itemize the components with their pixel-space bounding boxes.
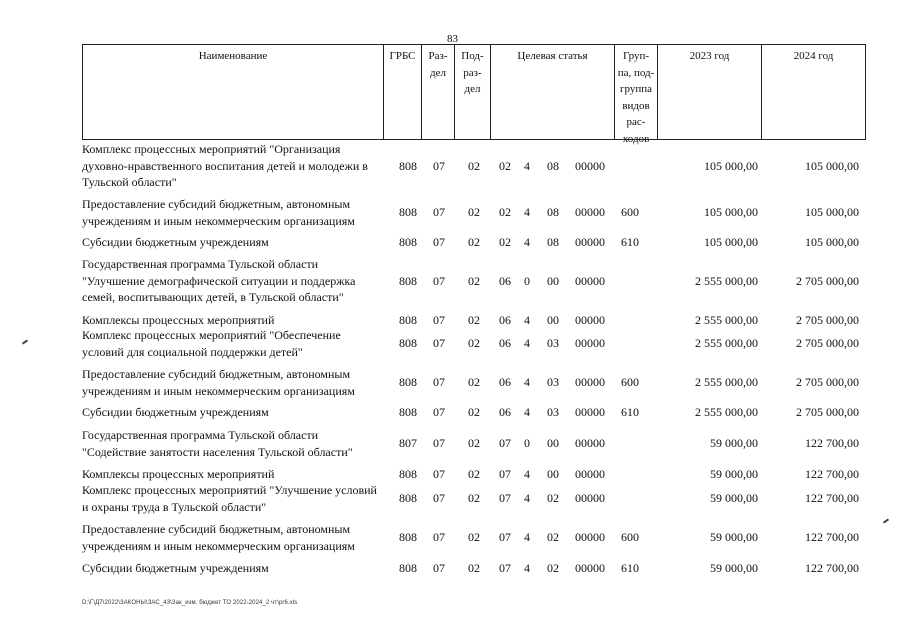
header-group-line: рас- (626, 116, 646, 128)
cell-cs2: 4 (524, 467, 530, 481)
cell-grbs: 808 (399, 375, 417, 390)
row-name: Субсидии бюджетным учреждениям (82, 405, 269, 419)
cell-cs1: 02 (499, 158, 511, 173)
cell-y2023: 59 000,00 (710, 436, 758, 451)
cell-grbs: 808 (399, 405, 417, 419)
cell-podrazdel: 02 (468, 205, 480, 220)
cell-y2023: 105 000,00 (704, 158, 758, 173)
cell-razdel: 07 (433, 405, 445, 419)
cell-cs3: 03 (547, 336, 559, 351)
header-group-line: па, под- (617, 66, 655, 79)
cell-podrazdel: 02 (468, 273, 480, 288)
cell-razdel: 07 (433, 561, 445, 575)
cell-y2024: 105 000,00 (805, 205, 859, 220)
cell-cs2: 4 (524, 235, 530, 249)
cell-cs1: 06 (499, 405, 511, 419)
cell-y2023: 59 000,00 (710, 530, 758, 545)
cell-y2024: 122 700,00 (805, 467, 859, 481)
cell-razdel: 07 (433, 235, 445, 249)
cell-y2023: 59 000,00 (710, 491, 758, 506)
header-podrazdel-line: раз- (463, 66, 482, 79)
cell-vr: 610 (621, 561, 639, 575)
cell-y2023: 59 000,00 (710, 467, 758, 481)
cell-podrazdel: 02 (468, 158, 480, 173)
header-2023-label: 2023 год (689, 50, 730, 62)
cell-y2023: 2 555 000,00 (695, 336, 758, 351)
cell-grbs: 808 (399, 313, 417, 327)
cell-y2023: 2 555 000,00 (695, 273, 758, 288)
cell-cs1: 02 (499, 235, 511, 249)
header-target (491, 45, 615, 139)
cell-razdel: 07 (433, 375, 445, 390)
cell-vr: 610 (621, 235, 639, 249)
cell-podrazdel: 02 (468, 336, 480, 351)
cell-cs4: 00000 (575, 313, 605, 327)
cell-cs2: 4 (524, 561, 530, 575)
cell-cs4: 00000 (575, 336, 605, 351)
cell-cs2: 4 (524, 336, 530, 351)
cell-cs1: 07 (499, 491, 511, 506)
cell-cs2: 4 (524, 205, 530, 220)
scan-mark (22, 339, 28, 344)
cell-y2023: 105 000,00 (704, 205, 758, 220)
cell-cs3: 08 (547, 205, 559, 220)
cell-vr: 600 (621, 205, 639, 220)
cell-razdel: 07 (433, 273, 445, 288)
cell-razdel: 07 (433, 530, 445, 545)
row-name: Комплекс процессных мероприятий "Обеспечение условий для социальной поддержки детей" (82, 328, 341, 359)
cell-razdel: 07 (433, 467, 445, 481)
cell-cs2: 4 (524, 530, 530, 545)
cell-razdel: 07 (433, 313, 445, 327)
cell-podrazdel: 02 (468, 313, 480, 327)
cell-cs3: 03 (547, 405, 559, 419)
cell-vr: 600 (621, 375, 639, 390)
cell-grbs: 808 (399, 158, 417, 173)
cell-cs1: 06 (499, 375, 511, 390)
cell-y2024: 2 705 000,00 (796, 405, 859, 419)
cell-cs4: 00000 (575, 561, 605, 575)
cell-cs1: 06 (499, 336, 511, 351)
header-2023 (658, 45, 762, 139)
cell-cs3: 02 (547, 530, 559, 545)
cell-cs2: 4 (524, 313, 530, 327)
cell-cs4: 00000 (575, 467, 605, 481)
cell-vr: 610 (621, 405, 639, 419)
cell-cs1: 06 (499, 313, 511, 327)
cell-cs4: 00000 (575, 436, 605, 451)
cell-y2023: 105 000,00 (704, 235, 758, 249)
cell-cs1: 06 (499, 273, 511, 288)
cell-grbs: 807 (399, 436, 417, 451)
header-group-line: группа (619, 83, 653, 95)
header-group-line: ходов (622, 132, 650, 145)
cell-cs1: 07 (499, 561, 511, 575)
cell-grbs: 808 (399, 336, 417, 351)
cell-podrazdel: 02 (468, 561, 480, 575)
cell-y2024: 2 705 000,00 (796, 313, 859, 327)
cell-cs4: 00000 (575, 158, 605, 173)
header-razdel (422, 45, 455, 139)
header-grbs (384, 45, 422, 139)
cell-y2023: 2 555 000,00 (695, 313, 758, 327)
header-group (615, 45, 658, 145)
header-target-label: Целевая статья (517, 50, 588, 62)
file-path-footer: D:\Г\Д7\2022\ЗАКОНЫ\ЗАС_43\Зак_изм. бюджет ТО 2022-2024_2 чт\pr6.xls (82, 600, 298, 606)
cell-cs1: 07 (499, 467, 511, 481)
cell-y2023: 2 555 000,00 (695, 405, 758, 419)
cell-cs3: 03 (547, 375, 559, 390)
cell-y2024: 2 705 000,00 (796, 375, 859, 390)
row-name: Государственная программа Тульской области "Содействие занятости населения Тульской области" (82, 428, 353, 459)
cell-razdel: 07 (433, 436, 445, 451)
cell-cs1: 07 (499, 530, 511, 545)
header-podrazdel-line: дел (464, 83, 481, 95)
cell-podrazdel: 02 (468, 467, 480, 481)
cell-cs4: 00000 (575, 235, 605, 249)
header-grbs-label: ГРБС (389, 50, 416, 62)
cell-cs3: 02 (547, 561, 559, 575)
cell-cs2: 4 (524, 491, 530, 506)
cell-y2023: 2 555 000,00 (695, 375, 758, 390)
cell-vr: 600 (621, 530, 639, 545)
row-name: Субсидии бюджетным учреждениям (82, 561, 269, 575)
cell-podrazdel: 02 (468, 530, 480, 545)
scan-mark (883, 518, 889, 523)
cell-y2024: 2 705 000,00 (796, 336, 859, 351)
cell-cs4: 00000 (575, 205, 605, 220)
cell-grbs: 808 (399, 491, 417, 506)
cell-grbs: 808 (399, 205, 417, 220)
cell-cs3: 00 (547, 273, 559, 288)
cell-cs2: 4 (524, 375, 530, 390)
cell-podrazdel: 02 (468, 235, 480, 249)
header-2024 (762, 45, 865, 139)
row-name: Предоставление субсидий бюджетным, автономным учреждениям и иным некоммерческим организациям (82, 522, 355, 553)
cell-podrazdel: 02 (468, 405, 480, 419)
cell-cs2: 0 (524, 273, 530, 288)
header-razdel-line: дел (430, 66, 446, 79)
header-group-line: Груп- (622, 50, 650, 62)
cell-y2023: 59 000,00 (710, 561, 758, 575)
cell-cs3: 00 (547, 313, 559, 327)
cell-cs4: 00000 (575, 405, 605, 419)
cell-cs2: 4 (524, 405, 530, 419)
row-name: Комплекс процессных мероприятий "Улучшение условий и охраны труда в Тульской области" (82, 483, 377, 514)
cell-grbs: 808 (399, 273, 417, 288)
cell-cs1: 07 (499, 436, 511, 451)
cell-cs1: 02 (499, 205, 511, 220)
cell-y2024: 122 700,00 (805, 491, 859, 506)
header-podrazdel (455, 45, 491, 139)
header-podrazdel-line: Под- (461, 50, 484, 62)
page-number: 83 (447, 33, 458, 45)
cell-cs4: 00000 (575, 273, 605, 288)
cell-podrazdel: 02 (468, 491, 480, 506)
cell-cs3: 08 (547, 158, 559, 173)
header-group-line: видов (622, 99, 650, 112)
cell-y2024: 105 000,00 (805, 235, 859, 249)
cell-y2024: 122 700,00 (805, 530, 859, 545)
row-name: Комплекс процессных мероприятий "Организация духовно-нравственного воспитания детей и молодежи в Тульской области" (82, 142, 368, 189)
cell-podrazdel: 02 (468, 436, 480, 451)
cell-cs4: 00000 (575, 375, 605, 390)
row-name: Предоставление субсидий бюджетным, автономным учреждениям и иным некоммерческим организациям (82, 197, 355, 228)
cell-cs3: 00 (547, 436, 559, 451)
cell-cs3: 02 (547, 491, 559, 506)
cell-razdel: 07 (433, 158, 445, 173)
header-razdel-line: Раз- (428, 50, 448, 62)
row-name: Комплексы процессных мероприятий (82, 313, 275, 327)
row-name: Комплексы процессных мероприятий (82, 467, 275, 481)
row-name: Предоставление субсидий бюджетным, автономным учреждениям и иным некоммерческим организациям (82, 367, 355, 398)
cell-cs2: 4 (524, 158, 530, 173)
cell-grbs: 808 (399, 235, 417, 249)
cell-razdel: 07 (433, 491, 445, 506)
cell-cs3: 08 (547, 235, 559, 249)
cell-y2024: 2 705 000,00 (796, 273, 859, 288)
cell-grbs: 808 (399, 467, 417, 481)
row-name: Государственная программа Тульской области "Улучшение демографической ситуации и поддержка семей, воспитывающих детей, в Тульской области" (82, 257, 356, 304)
cell-cs4: 00000 (575, 530, 605, 545)
cell-y2024: 122 700,00 (805, 561, 859, 575)
cell-grbs: 808 (399, 530, 417, 545)
cell-podrazdel: 02 (468, 375, 480, 390)
header-name-label: Наименование (198, 50, 268, 62)
cell-razdel: 07 (433, 336, 445, 351)
cell-cs4: 00000 (575, 491, 605, 506)
row-name: Субсидии бюджетным учреждениям (82, 235, 269, 249)
table-header (82, 44, 866, 145)
cell-y2024: 122 700,00 (805, 436, 859, 451)
header-name (83, 45, 384, 139)
cell-grbs: 808 (399, 561, 417, 575)
cell-cs2: 0 (524, 436, 530, 451)
cell-y2024: 105 000,00 (805, 158, 859, 173)
cell-razdel: 07 (433, 205, 445, 220)
cell-cs3: 00 (547, 467, 559, 481)
header-2024-label: 2024 год (793, 50, 834, 62)
